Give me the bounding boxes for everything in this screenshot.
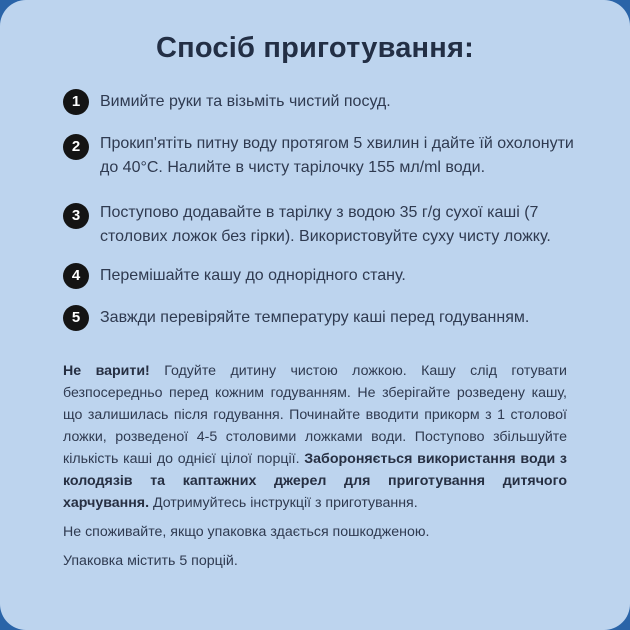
portions-note: Упаковка містить 5 порцій.	[63, 553, 238, 569]
warning-bold-text: Не варити!	[63, 363, 150, 379]
notes-section	[63, 360, 567, 572]
step-text: Поступово додавайте в тарілку з водою 35 г/g сухої каші (7 столових ложок без гірки). Використовуйте суху чисту ложку.	[100, 204, 551, 245]
step-number-badge: 4	[63, 263, 89, 289]
step-text: Перемішайте кашу до однорідного стану.	[100, 267, 406, 284]
step-number-badge: 3	[63, 203, 89, 229]
step-text: Прокип'ятіть питну воду протягом 5 хвилин і дайте їй охолонути до 40°C. Налийте в чисту тарілочку 155 мл/ml води.	[100, 135, 574, 176]
step-text: Вимийте руки та візьміть чистий посуд.	[100, 93, 391, 110]
step-number-badge: 1	[63, 89, 89, 115]
prohibition-bold-text: Забороняється використання води з колодязів та каптажних джерел для приготування дитячого харчування.	[63, 451, 567, 511]
warning-text: Годуйте дитину чистою ложкою. Кашу слід готувати безпосередньо перед кожним годуванням. Не зберігайте розведену кашу, що залишилась після годування. Починайте вводити прикорм з 1 столової ложки, розведеної 4-5 столовими ложками води. Поступово збільшуйте кількість каші до однієї цілої порції.	[63, 363, 567, 467]
damaged-package-note: Не споживайте, якщо упаковка здається пошкодженою.	[63, 524, 430, 540]
instruction-text: Дотримуйтесь інструкції з приготування.	[149, 495, 418, 511]
step-number-badge: 5	[63, 305, 89, 331]
warning-paragraph	[63, 360, 567, 514]
page-title: Спосіб приготування:	[156, 32, 474, 64]
step-number-badge: 2	[63, 134, 89, 160]
step-text: Завжди перевіряйте температуру каші перед годуванням.	[100, 309, 530, 326]
